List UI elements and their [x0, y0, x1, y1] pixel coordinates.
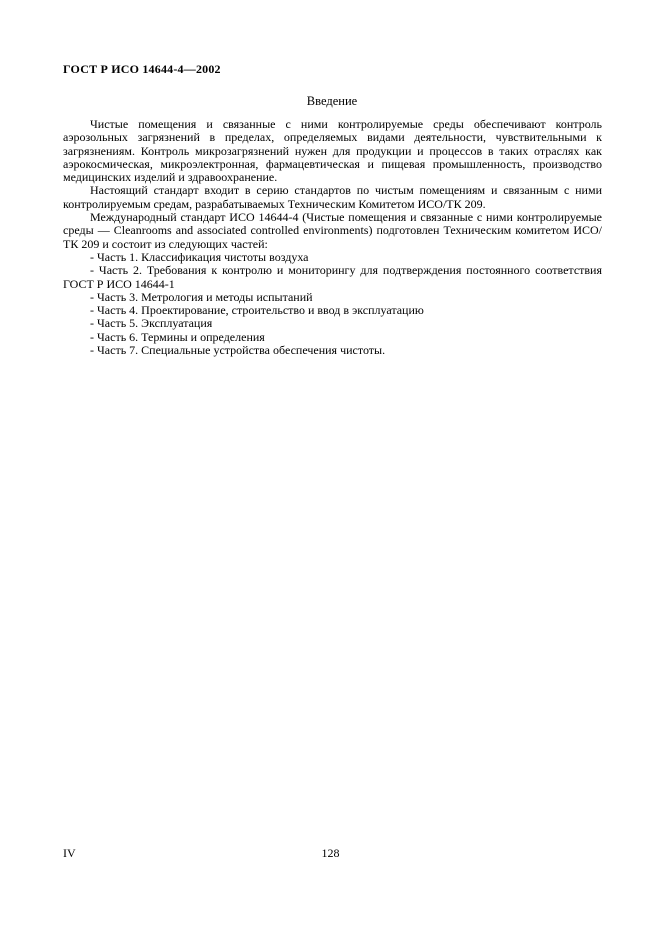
footer-roman-page-number: IV [63, 846, 76, 860]
paragraph-intro-2: Настоящий стандарт входит в серию стандартов по чистым помещениям и связанным с ними контролируемым средам, разрабатываемых Техническим Комитетом ИСО/ТК 209. [63, 183, 602, 211]
document-code-header: ГОСТ Р ИСО 14644-4—2002 [63, 62, 221, 76]
list-item-part-6: - Часть 6. Термины и определения [90, 329, 265, 344]
list-item-part-5: - Часть 5. Эксплуатация [90, 316, 213, 331]
footer-page-number: 128 [321, 846, 340, 860]
list-item-part-3: - Часть 3. Метрология и методы испытаний [90, 289, 313, 304]
paragraph-intro-1: Чистые помещения и связанные с ними контролируемые среды обеспечивают контроль аэрозольных загрязнений в пределах, определяемых видами деятельности, чувствительными к загрязнениям. Контроль микрозагрязнений нужен для продукции и процессов в таких отраслях как аэрокосмическая, микроэлектронная, фармацевтическая и пищевая промышленность, производство медицинских изделий и здравоохранение. [63, 117, 602, 185]
list-item-part-1: - Часть 1. Классификация чистоты воздуха [90, 249, 309, 264]
paragraph-intro-3: Международный стандарт ИСО 14644-4 (Чистые помещения и связанные с ними контролируемые среды — Cleanrooms and associated controlled environments) подготовлен Техническим комитетом ИСО/ТК 209 и состоит из следующих частей: [63, 210, 602, 251]
list-item-part-2: - Часть 2. Требования к контролю и мониторингу для подтверждения постоянного соответствия ГОСТ Р ИСО 14644-1 [63, 263, 602, 291]
list-item-part-7: - Часть 7. Специальные устройства обеспечения чистоты. [90, 343, 386, 358]
section-title: Введение [306, 94, 358, 108]
list-item-part-4: - Часть 4. Проектирование, строительство и ввод в эксплуатацию [90, 303, 424, 318]
introduction-body [63, 118, 602, 357]
